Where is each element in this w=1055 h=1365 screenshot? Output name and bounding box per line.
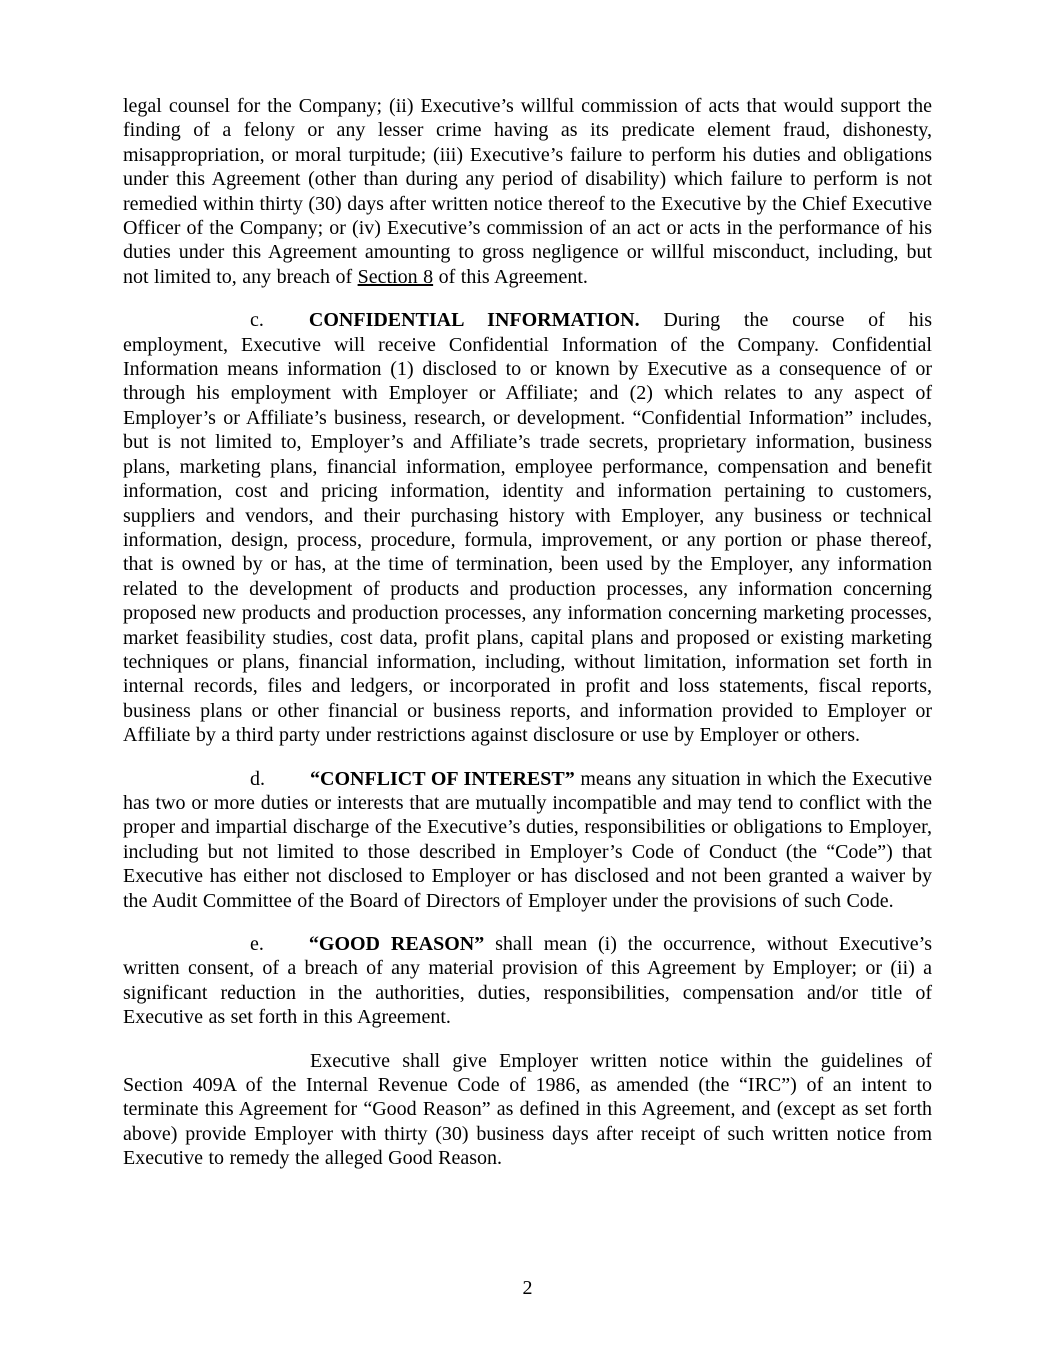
defined-term: “GOOD REASON” — [308, 933, 485, 955]
section-8-reference: Section 8 — [357, 265, 434, 288]
section-letter: e. — [250, 933, 264, 955]
section-letter: c. — [250, 309, 264, 332]
paragraph-c-confidential-information — [123, 308, 932, 747]
paragraph-text: During the course of his employment, Executive will receive Confidential Information of the Company. Confidential Information means information (1) disclosed to or known by Executive as a consequence of or through his employment with Employer or Affiliate; and (2) which relates to any aspect of Employer’s or Affiliate’s business, research, or development. “Confidential Information” includes, but is not limited to, Employer’s and Affiliate’s trade secrets, proprietary information, business plans, marketing plans, financial information, employee performance, compensation and benefit information, cost and pricing information, identity and information pertaining to customers, suppliers and vendors, and their purchasing history with Employer, any business or technical information, design, process, procedure, formula, improvement, or any portion or phase thereof, that is owned by or has, at the time of termination, been used by the Employer, any information related to the development of products and production processes, any information concerning proposed new products and production processes, any information concerning marketing processes, market feasibility studies, cost data, profit plans, capital plans and proposed or existing marketing techniques or plans, financial information, including, without limitation, information set forth in internal records, files and ledgers, or incorporated in profit and loss statements, fiscal reports, business plans or other financial or business reports, and information provided to Employer or Affiliate by a third party under restrictions against disclosure or use by Employer or others. — [123, 309, 932, 747]
document-body — [123, 94, 932, 1171]
paragraph-d-conflict-of-interest — [123, 767, 932, 913]
page-number: 2 — [522, 1277, 533, 1299]
paragraph-text: legal counsel for the Company; (ii) Executive’s willful commission of acts that would support the finding of a felony or any lesser crime having as its predicate element fraud, dishonesty, misappropriation, or moral turpitude; (iii) Executive’s failure to perform his duties and obligations under this Agreement (other than during any period of disability) which failure to perform is not remedied within thirty (30) days after written notice thereof to the Executive by the Chief Executive Officer of the Company; or (iv) Executive’s commission of an act or acts in the performance of his duties under this Agreement amounting to gross negligence or willful misconduct, including, but not limited to, any breach of — [123, 95, 932, 288]
section-letter: d. — [250, 767, 265, 790]
paragraph-e-good-reason — [123, 932, 932, 1030]
paragraph-text: shall mean (i) the occurrence, without Executive’s written consent, of a breach of any material provision of this Agreement by Employer; or (ii) a significant reduction in the authorities, duties, responsibilities, compensation and/or title of Executive as set forth in this Agreement. — [123, 933, 932, 1029]
paragraph-text: Executive shall give Employer written notice within the guidelines of Section 409A of the Internal Revenue Code of 1986, as amended (the “IRC”) of an intent to terminate this Agreement for “Good Reason” as defined in this Agreement, and (except as set forth above) provide Employer with thirty (30) business days after receipt of such written notice from Executive to remedy the alleged Good Reason. — [123, 1049, 932, 1170]
section-heading: CONFIDENTIAL INFORMATION. — [308, 309, 640, 332]
defined-term: “CONFLICT OF INTEREST” — [310, 767, 575, 790]
paragraph-text: means any situation in which the Executive has two or more duties or interests that are mutually incompatible and may tend to conflict with the proper and impartial discharge of the Executive’s duties, responsibilities or obligations to Employer, including but not limited to those described in Employer’s Code of Conduct (the “Code”) that Executive has either not disclosed to Employer or has disclosed and not been granted a waiver by the Audit Committee of the Board of Directors of Employer under the provisions of such Code. — [123, 767, 933, 912]
paragraph-good-reason-notice — [123, 1049, 932, 1171]
paragraph-text: of this Agreement. — [433, 265, 588, 288]
paragraph-continuation — [123, 94, 932, 289]
